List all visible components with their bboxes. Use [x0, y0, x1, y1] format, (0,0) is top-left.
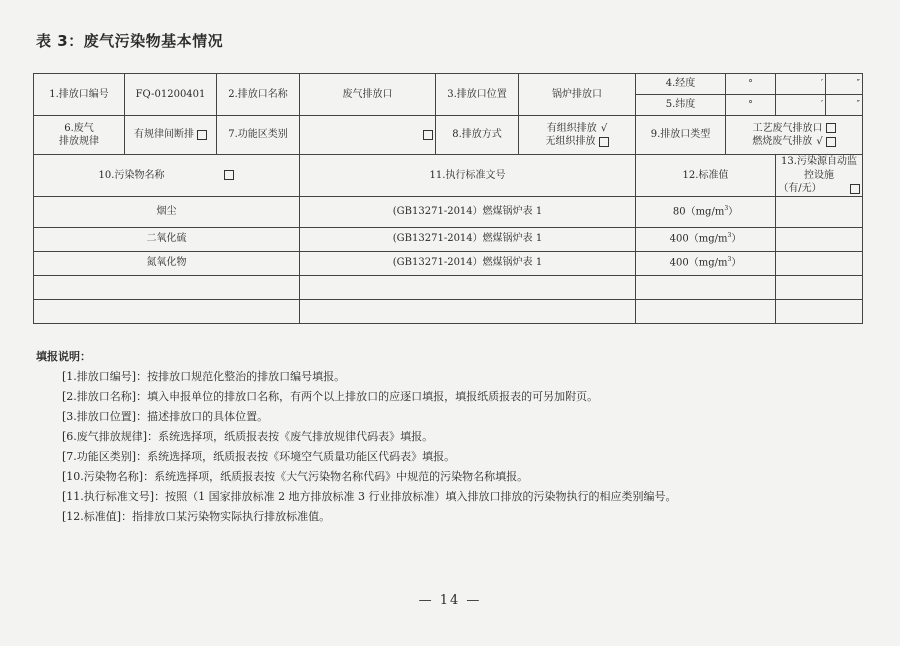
auto-monitoring-value: [776, 251, 863, 275]
standard-value-close: ）: [731, 233, 742, 245]
standard-number: (GB13271-2014）燃煤锅炉表 1: [300, 196, 636, 227]
instruction-line: [12.标准值]：指排放口某污染物实际执行排放标准值。: [62, 510, 331, 523]
latitude-label: 5.纬度: [636, 95, 726, 116]
table-row-empty: [34, 299, 863, 323]
unit-superscript: 3: [724, 204, 729, 212]
waste-gas-table: [33, 73, 863, 324]
unorganized-emission-checkbox[interactable]: [599, 137, 609, 147]
process-gas-outlet-text: 工艺废气排放口: [752, 122, 823, 134]
standard-value-text: 400（mg/m: [669, 233, 728, 245]
outlet-type-value: [726, 116, 863, 155]
auto-monitoring-value: [776, 227, 863, 251]
standard-value-text: 400（mg/m: [669, 257, 728, 269]
outlet-number-value: FQ-01200401: [125, 74, 217, 116]
empty-cell: [636, 275, 776, 299]
auto-monitoring-header-text: 13.污染源自动监控设施: [781, 156, 857, 181]
filling-instructions: [36, 347, 677, 527]
function-zone-checkbox[interactable]: [423, 130, 433, 140]
combustion-gas-outlet-text: 燃烧废气排放: [752, 136, 813, 147]
pollutant-name: 烟尘: [34, 196, 300, 227]
table-row-empty: [34, 275, 863, 299]
combustion-gas-outlet-check: √: [816, 136, 823, 147]
combustion-gas-outlet-checkbox[interactable]: [826, 137, 836, 147]
process-gas-outlet-checkbox[interactable]: [826, 123, 836, 133]
pollutant-name-checkbox[interactable]: [224, 170, 234, 180]
emission-pattern-value: [125, 116, 217, 155]
unit-superscript: 3: [727, 256, 732, 264]
instruction-line: [10.污染物名称]：系统选择项，纸质报表按《大气污染物名称代码》中规范的污染物名称填报。: [62, 470, 529, 483]
empty-cell: [34, 275, 300, 299]
pollutant-name-header-text: 10.污染物名称: [98, 169, 165, 181]
standard-value: [636, 251, 776, 275]
empty-cell: [34, 299, 300, 323]
instruction-line: [1.排放口编号]：按排放口规范化整治的排放口编号填报。: [62, 370, 346, 383]
function-zone-value: [300, 116, 436, 155]
auto-monitoring-yes-no: （有/无）: [778, 183, 822, 194]
auto-monitoring-checkbox[interactable]: [850, 184, 860, 194]
table-row: [34, 196, 863, 227]
emission-mode-label: 8.排放方式: [436, 116, 519, 155]
auto-monitoring-value: [776, 196, 863, 227]
page-number: — 14 —: [418, 593, 482, 608]
pollutant-name-header: [34, 155, 300, 197]
pollutant-name: 二氧化硫: [34, 227, 300, 251]
instruction-line: [7.功能区类别]：系统选择项，纸质报表按《环境空气质量功能区代码表》填报。: [62, 450, 456, 463]
emission-mode-value: [519, 116, 636, 155]
standard-value-close: ）: [731, 257, 742, 269]
empty-cell: [636, 299, 776, 323]
outlet-location-value: 锅炉排放口: [519, 74, 636, 116]
longitude-second: ″: [826, 74, 863, 95]
emission-pattern-checkbox[interactable]: [197, 130, 207, 140]
latitude-minute: ′: [776, 95, 826, 116]
standard-number-header: 11.执行标准文号: [300, 155, 636, 197]
latitude-degree: °: [726, 95, 776, 116]
standard-value: [636, 196, 776, 227]
outlet-type-label: 9.排放口类型: [636, 116, 726, 155]
empty-cell: [776, 275, 863, 299]
function-zone-label: 7.功能区类别: [217, 116, 300, 155]
instruction-line: [2.排放口名称]：填入申报单位的排放口名称，有两个以上排放口的应逐口填报，填报纸质报表的可另加附页。: [62, 390, 599, 403]
organized-emission-text: 有组织排放: [546, 122, 597, 134]
unit-superscript: 3: [727, 232, 732, 240]
longitude-label: 4.经度: [636, 74, 726, 95]
outlet-location-label: 3.排放口位置: [436, 74, 519, 116]
longitude-minute: ′: [776, 74, 826, 95]
organized-emission-check: √: [600, 122, 608, 134]
emission-pattern-label: [34, 116, 125, 155]
instructions-heading: 填报说明：: [36, 350, 91, 363]
standard-number: (GB13271-2014）燃煤锅炉表 1: [300, 227, 636, 251]
latitude-second: ″: [826, 95, 863, 116]
empty-cell: [300, 275, 636, 299]
pollutant-name: 氮氧化物: [34, 251, 300, 275]
instruction-line: [3.排放口位置]：描述排放口的具体位置。: [62, 410, 269, 423]
outlet-name-value: 废气排放口: [300, 74, 436, 116]
standard-number: (GB13271-2014）燃煤锅炉表 1: [300, 251, 636, 275]
empty-cell: [300, 299, 636, 323]
table-row: [34, 251, 863, 275]
standard-value-text: 80（mg/m: [672, 205, 725, 217]
table-row: [34, 227, 863, 251]
instruction-line: [11.执行标准文号]：按照（1 国家排放标准 2 地方排放标准 3 行业排放标准）填入排放口排放的污染物执行的相应类别编号。: [62, 490, 677, 503]
emission-pattern-label-text: 6.废气 排放规律: [59, 122, 99, 147]
standard-value-close: ）: [728, 205, 739, 217]
page-title: 表 3：废气污染物基本情况: [36, 32, 224, 50]
standard-value: [636, 227, 776, 251]
auto-monitoring-header: [776, 155, 863, 197]
longitude-degree: °: [726, 74, 776, 95]
empty-cell: [776, 299, 863, 323]
outlet-name-label: 2.排放口名称: [217, 74, 300, 116]
outlet-number-label: 1.排放口编号: [34, 74, 125, 116]
unorganized-emission-text: 无组织排放: [545, 136, 596, 147]
emission-pattern-text: 有规律间断排: [134, 129, 194, 141]
standard-value-header: 12.标准值: [636, 155, 776, 197]
instruction-line: [6.废气排放规律]：系统选择项，纸质报表按《废气排放规律代码表》填报。: [62, 430, 434, 443]
